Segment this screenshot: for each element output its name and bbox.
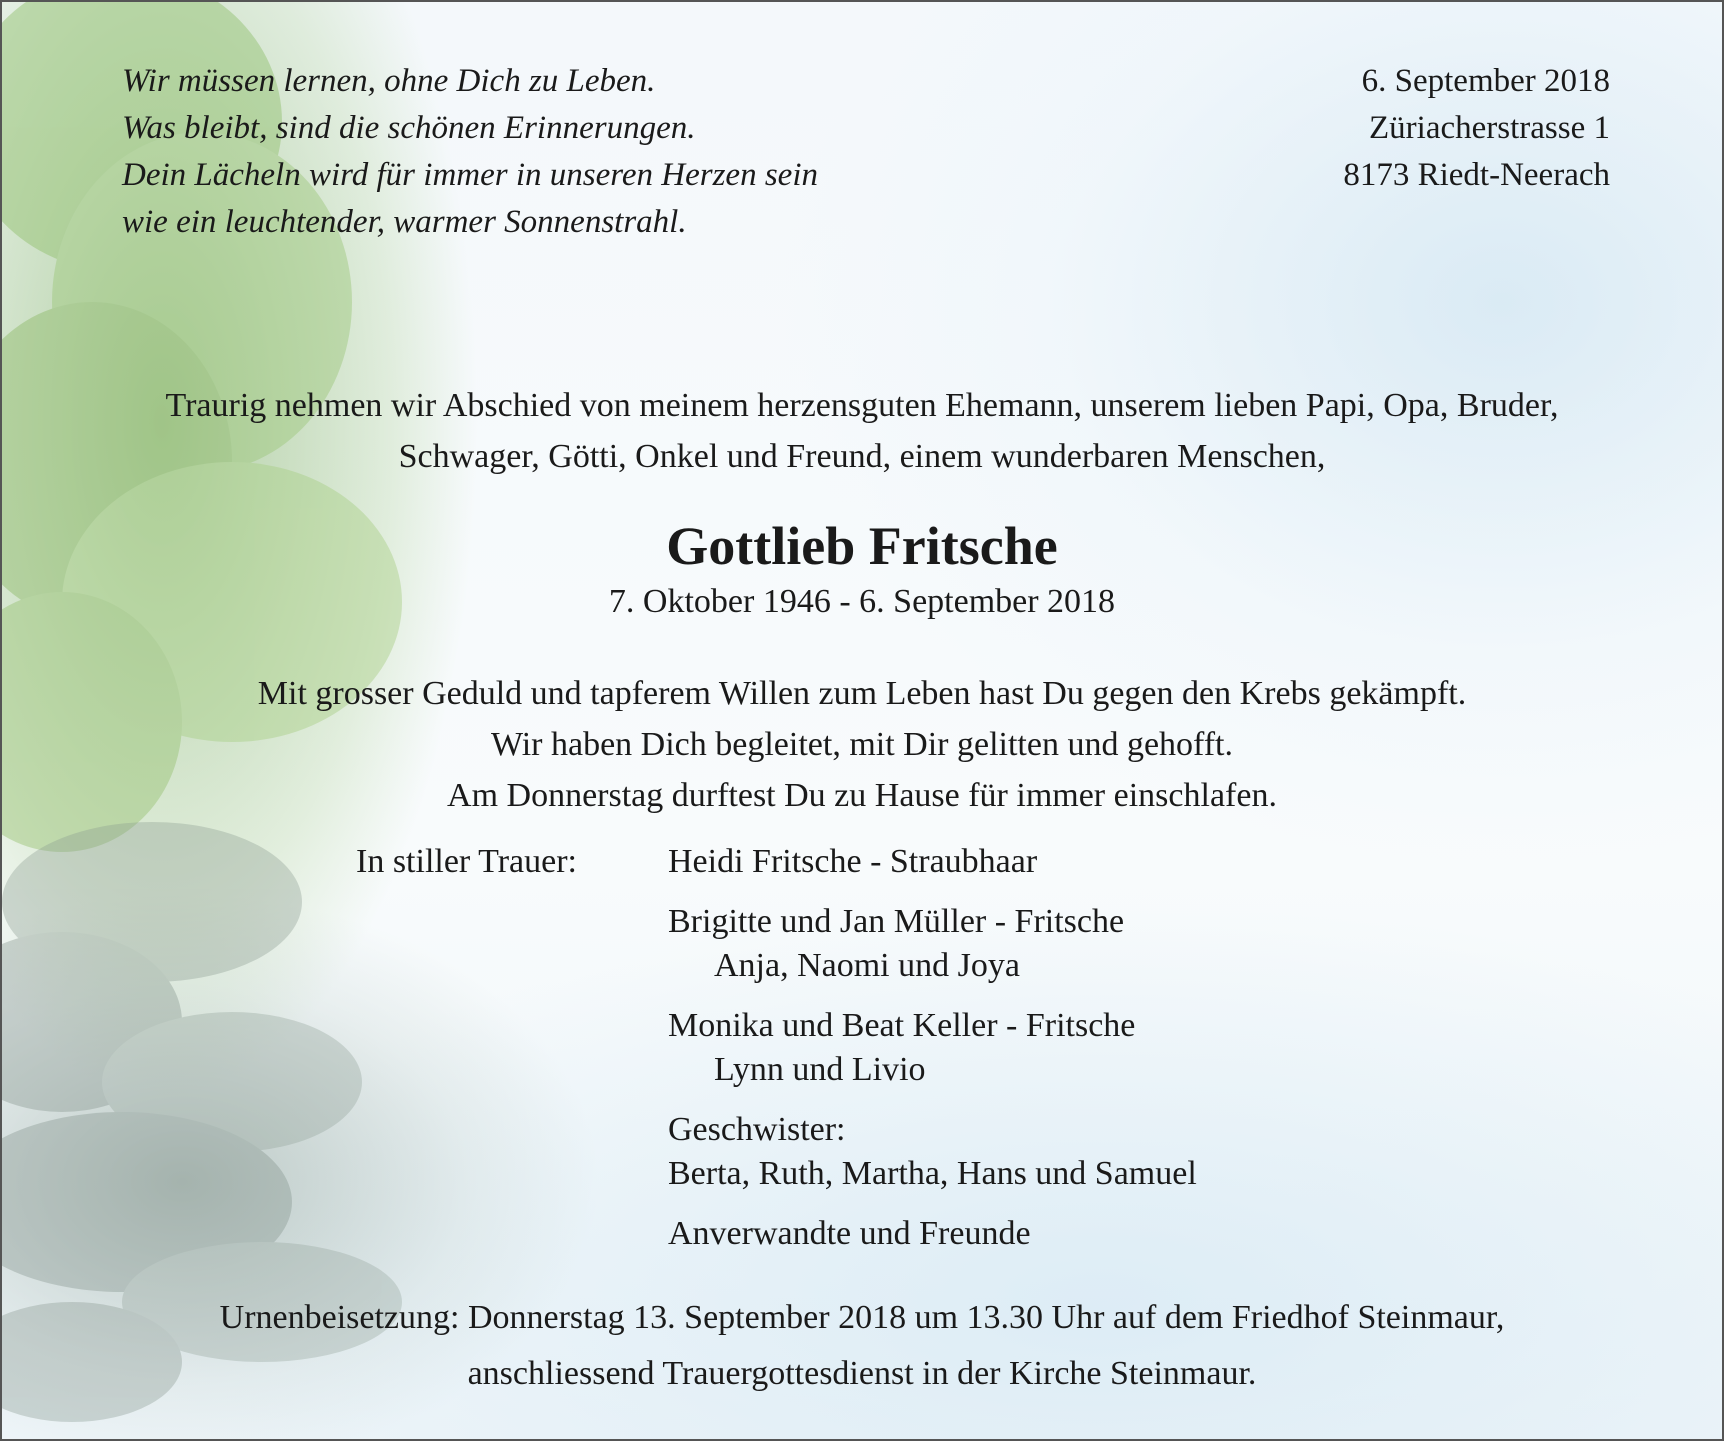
mourners-list [668,840,1197,1272]
mourner-line: Anverwandte und Freunde [668,1215,1031,1252]
mourner-line: Geschwister: [668,1111,846,1148]
mourner-line: Heidi Fritsche - Straubhaar [668,843,1038,880]
funeral-details [2,1290,1722,1402]
farewell-intro [2,380,1722,482]
funeral-line: Urnenbeisetzung: Donnerstag 13. September 2018 um 13.30 Uhr auf dem Friedhof Steinmaur, [219,1299,1505,1336]
mourner-line: Monika und Beat Keller - Fritsche [668,1007,1136,1044]
memorial-line: Wir haben Dich begleitet, mit Dir gelitten und gehofft. [490,726,1234,763]
notice-date: 6. September 2018 [1361,63,1610,99]
mourner-group [668,1004,1197,1092]
memorial-text [2,668,1722,821]
date-and-address [1343,58,1610,199]
poem-line: Dein Lächeln wird für immer in unseren Herzen sein [122,157,818,193]
mourner-line: Brigitte und Jan Müller - Fritsche [668,903,1125,940]
life-dates: 7. Oktober 1946 - 6. September 2018 [608,583,1116,620]
mourner-group [668,1212,1197,1256]
poem-line: Wir müssen lernen, ohne Dich zu Leben. [122,63,656,99]
street-address: Züriacherstrasse 1 [1369,110,1610,146]
city-address: 8173 Riedt-Neerach [1343,157,1610,193]
memorial-line: Mit grosser Geduld und tapferem Willen zum Leben hast Du gegen den Krebs gekämpft. [257,675,1467,712]
mourner-group [668,900,1197,988]
deceased-name: Gottlieb Fritsche [666,516,1058,576]
intro-line: Schwager, Götti, Onkel und Freund, einem wunderbaren Menschen, [398,438,1326,475]
funeral-line: anschliessend Trauergottesdienst in der Kirche Steinmaur. [467,1355,1257,1392]
mourner-group [668,1108,1197,1196]
poem-line: Was bleibt, sind die schönen Erinnerungen. [122,110,696,146]
memorial-poem [122,58,818,246]
intro-line: Traurig nehmen wir Abschied von meinem herzensguten Ehemann, unserem lieben Papi, Opa, Bruder, [165,387,1559,424]
mourner-line: Berta, Ruth, Martha, Hans und Samuel [668,1155,1197,1192]
mourner-children: Anja, Naomi und Joya [714,947,1020,984]
poem-line: wie ein leuchtender, warmer Sonnenstrahl. [122,204,687,240]
mourning-label: In stiller Trauer: [356,843,577,880]
mourner-group [668,840,1197,884]
memorial-line: Am Donnerstag durftest Du zu Hause für immer einschlafen. [447,777,1277,814]
mourner-children: Lynn und Livio [714,1051,926,1088]
